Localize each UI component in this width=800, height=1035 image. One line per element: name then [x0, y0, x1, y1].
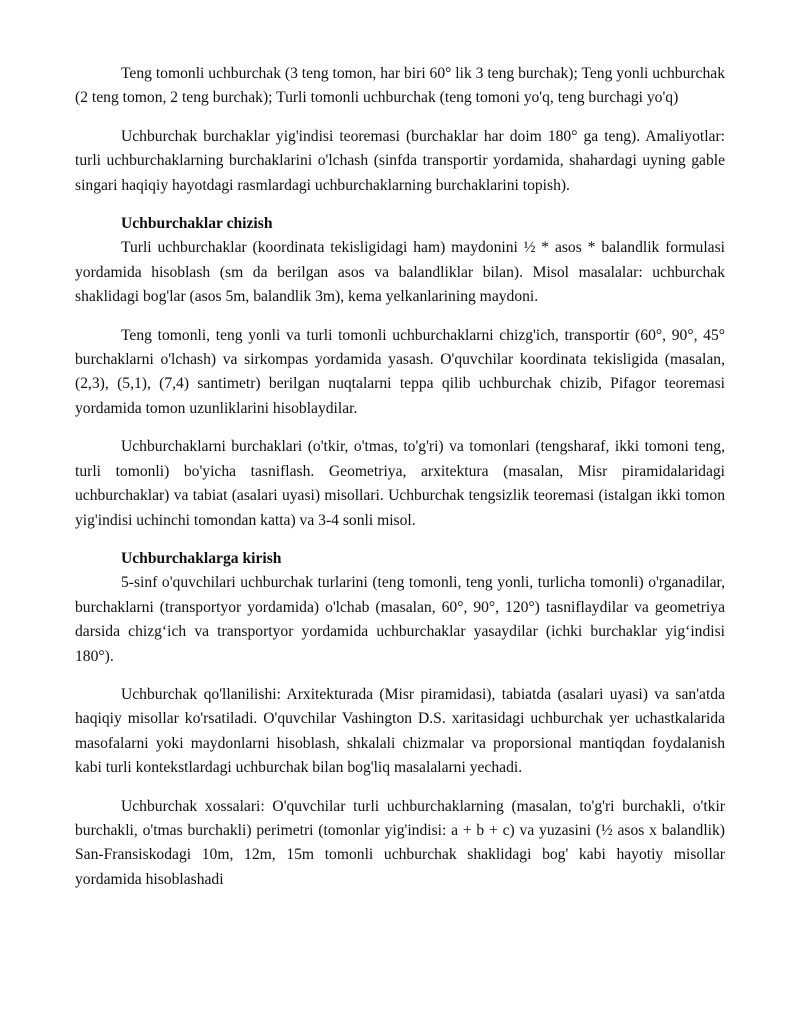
paragraph-classification: Uchburchaklarni burchaklari (o'tkir, o'tmas, to'g'ri) va tomonlari (tengsharaf, ikki tomoni teng, turli tomonli) bo'yicha tasniflash. Geometriya, arxitektura (masalan, Misr piramidalaridagi uchburchaklar) va tabiat (asalari uyasi) misollari. Uchburchak tengsizlik teoremasi (istalgan ikki tomon yig'indisi uchinchi tomondan katta) va 3-4 sonli misol. [75, 438, 725, 529]
document-page [75, 62, 725, 892]
paragraph-gap [75, 198, 725, 212]
paragraph-gap [75, 533, 725, 547]
section-heading-introduction: Uchburchaklarga kirish [121, 549, 282, 567]
paragraph-construction: Teng tomonli, teng yonli va turli tomonli uchburchaklarni chizg'ich, transportir (60°, 90°, 45° burchaklarni o'lchash) va sirkompas yordamida yasash. O'quvchilar koordinata tekisligida (masalan, (2,3), (5,1), (7,4) santimetr) berilgan nuqtalarni teppa qilib uchburchak chizib, Pifagor teoremasi yordamida tomon uzunliklarini hisoblaydilar. [75, 326, 725, 417]
paragraph-grade5-intro: 5-sinf o'quvchilari uchburchak turlarini (teng tomonli, teng yonli, turlicha tomonli) o'rganadilar, burchaklarni (transportyor yordamida) o'lchab (masalan, 60°, 90°, 120°) tasniflaydilar va geometriya darsida chizg‘ich va transportyor yordamida uchburchaklar yasaydilar (ichki burchaklar yig‘indisi 180°). [75, 574, 725, 665]
paragraph-gap [75, 310, 725, 324]
paragraph-gap [75, 669, 725, 683]
paragraph-applications: Uchburchak qo'llanilishi: Arxitekturada (Misr piramidasi), tabiatda (asalari uyasi) va san'atda haqiqiy misollar ko'rsatiladi. O'quvchilar Vashington D.S. xaritasidagi uchburchak yer uchastkalarida masofalarni yoki maydonlarni hisoblash, shkalali chizmalar va proporsional mantiqdan foydalanish kabi turli kontekstlardagi uchburchak bilan bog'liq masalalarni yechadi. [75, 685, 725, 777]
paragraph-gap [75, 421, 725, 435]
paragraph-gap [75, 111, 725, 125]
paragraph-angle-sum-theorem: Uchburchak burchaklar yig'indisi teoremasi (burchaklar har doim 180° ga teng). Amaliyotlar: turli uchburchaklarning burchaklarini o'lchash (sinfda transportir yordamida, shahardagi uyning gable singari haqiqiy hayotdagi rasmlardagi uchburchaklarning burchaklarini topish). [75, 127, 725, 194]
paragraph-properties: Uchburchak xossalari: O'quvchilar turli uchburchaklarning (masalan, to'g'ri burchakli, o'tkir burchakli, o'tmas burchakli) perimetri (tomonlar yig'indisi: a + b + c) va yuzasini (½ asos x balandlik) San-Fransiskodagi 10m, 12m, 15m tomonli uchburchak shaklidagi bog' kabi hayotiy misollar yordamida hisoblashadi [75, 797, 725, 888]
section-heading-drawing-triangles: Uchburchaklar chizish [121, 215, 273, 233]
paragraph-triangle-types: Teng tomonli uchburchak (3 teng tomon, har biri 60° lik 3 teng burchak); Teng yonli uchburchak (2 teng tomon, 2 teng burchak); Turli tomonli uchburchak (teng tomoni yo'q, teng burchagi yo'q) [75, 65, 725, 107]
paragraph-gap [75, 781, 725, 795]
paragraph-area-formula: Turli uchburchaklar (koordinata tekisligidagi ham) maydonini ½ * asos * balandlik formulasi yordamida hisoblash (sm da berilgan asos va balandliklar bilan). Misol masalalar: uchburchak shaklidagi bog'lar (asos 5m, balandlik 3m), kema yelkanlarining maydoni. [75, 239, 725, 306]
